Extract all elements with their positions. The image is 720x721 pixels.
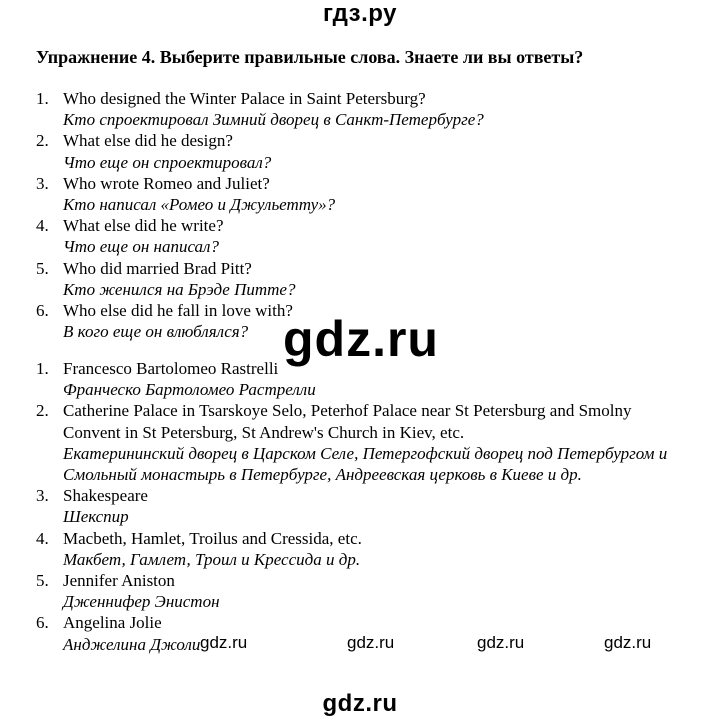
answers-list: [36, 358, 686, 655]
question-en: Who wrote Romeo and Juliet?: [63, 173, 270, 193]
answer-en: Jennifer Aniston: [63, 571, 175, 591]
question-item: [36, 88, 686, 130]
answer-ru: Екатерининский дворец в Царском Селе, Петергофский дворец под Петербургом и Смольный монастырь в Петербурге, Андреевская церковь в Киеве и др.: [63, 443, 668, 485]
answer-en: Francesco Bartolomeo Rastrelli: [63, 359, 279, 378]
question-en: Who did married Brad Pitt?: [63, 258, 252, 278]
answer-item: [36, 400, 686, 485]
question-number: 3.: [36, 173, 49, 193]
answer-ru: Дженнифер Энистон: [63, 592, 220, 612]
question-ru: Кто написал «Ромео и Джульетту»?: [63, 195, 336, 215]
answer-en: Macbeth, Hamlet, Troilus and Cressida, etc.: [63, 528, 362, 548]
answer-number: 6.: [36, 613, 49, 633]
watermark-small: gdz.ru: [200, 633, 248, 652]
watermark-small: gdz.ru: [477, 633, 525, 652]
question-ru: В кого еще он влюблялся?: [63, 322, 249, 342]
answer-number: 4.: [36, 528, 49, 548]
question-ru: Что еще он написал?: [63, 237, 219, 257]
answer-ru: Франческо Бартоломео Растрелли: [63, 380, 316, 400]
question-item: [36, 173, 686, 215]
answer-en: Catherine Palace in Tsarskoye Selo, Peterhof Palace near St Petersburg and Smolny Convent in St Petersburg, St Andrew's Church in Kiev, etc.: [63, 401, 632, 442]
question-en: What else did he write?: [63, 216, 224, 236]
question-item: [36, 258, 686, 300]
watermark-small: gdz.ru: [604, 633, 652, 652]
answer-en: Angelina Jolie: [63, 613, 162, 633]
question-en: Who else did he fall in love with?: [63, 301, 293, 321]
answer-ru: Анджелина Джоли: [63, 634, 201, 654]
exercise-title: Упражнение 4. Выберите правильные слова. Знаете ли вы ответы?: [36, 47, 584, 67]
question-ru: Кто женился на Брэде Питте?: [63, 279, 296, 299]
answer-number: 2.: [36, 401, 49, 421]
answer-item: [36, 358, 686, 400]
site-header: гдз.ру: [323, 0, 397, 27]
question-number: 2.: [36, 131, 49, 151]
answer-ru: Макбет, Гамлет, Троил и Крессида и др.: [63, 549, 361, 569]
answer-item: [36, 485, 686, 527]
answer-item: [36, 570, 686, 612]
question-number: 1.: [36, 89, 49, 108]
question-ru: Кто спроектировал Зимний дворец в Санкт-Петербурге?: [63, 110, 484, 130]
watermark-logo: gdz.ru: [283, 311, 439, 367]
answer-en: Shakespeare: [63, 486, 148, 506]
question-en: What else did he design?: [63, 131, 233, 151]
watermark-small: gdz.ru: [347, 633, 395, 652]
answer-number: 1.: [36, 359, 49, 378]
question-en: Who designed the Winter Palace in Saint Petersburg?: [63, 89, 426, 108]
question-item: [36, 130, 686, 172]
question-number: 5.: [36, 258, 49, 278]
question-item: [36, 215, 686, 257]
site-footer: gdz.ru: [322, 690, 398, 717]
answer-item: [36, 528, 686, 570]
question-number: 4.: [36, 216, 49, 236]
answer-number: 3.: [36, 486, 49, 506]
questions-list: [36, 88, 686, 342]
question-number: 6.: [36, 301, 49, 321]
answer-ru: Шекспир: [63, 507, 129, 527]
answer-number: 5.: [36, 571, 49, 591]
question-ru: Что еще он спроектировал?: [63, 152, 272, 172]
